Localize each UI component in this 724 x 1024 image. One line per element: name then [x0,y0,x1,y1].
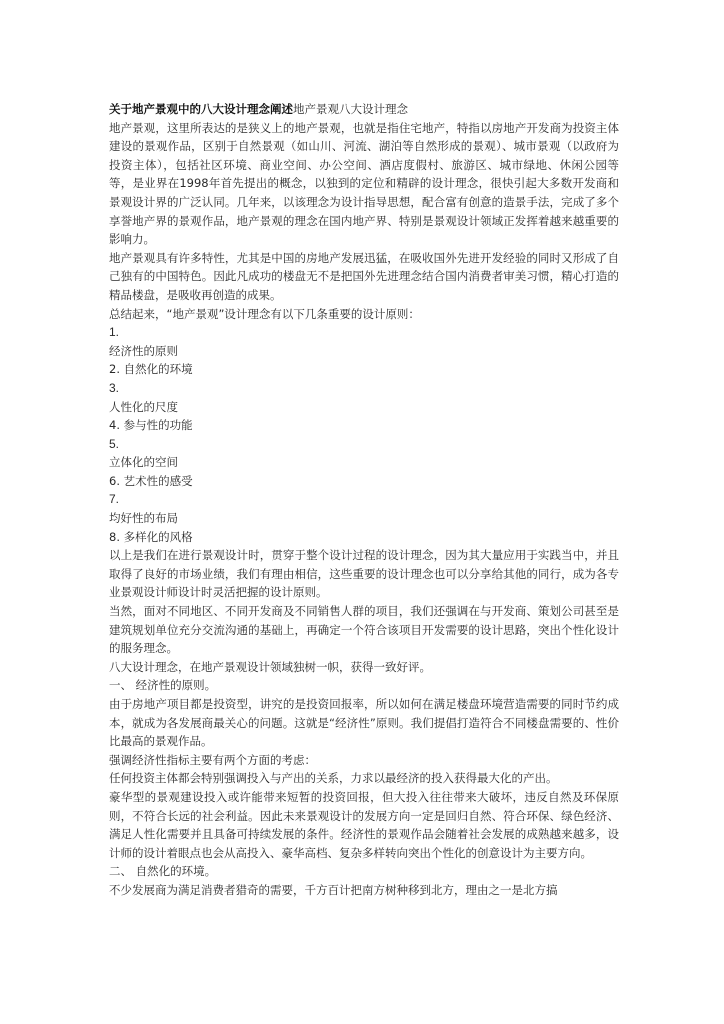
list-item: 4. 参与性的功能 [109,418,193,433]
paragraph-intro: 地产景观，这里所表达的是狭义上的地产景观，也就是指住宅地产，特指以房地产开发商为投资主体建设的景观作品，区别于自然景观（如山川、河流、湖泊等自然形成的景观）、城市景观（以政府为投资主体），包括社区环境、商业空间、办公空间、酒店度假村、旅游区、城市绿地、休闲公园等等，是业界在1998年首先提出的概念，以独到的定位和精辟的设计理念，很快引起大多数开发商和景观设计界的广泛认同。几年来，以该理念为设计指导思想，配合富有创意的造景手法，完成了多个享誉地产界的景观作品，地产景观的理念在国内地产界、特别是景观设计领域正发挥着越来越重要的影响力。 [109,120,619,247]
document-title [109,100,619,119]
paragraph-customization: 当然，面对不同地区、不同开发商及不同销售人群的项目，我们还强调在与开发商、策划公司甚至是建筑规划单位充分交流沟通的基础上，再确定一个符合该项目开发需要的设计思路，突出个性化设计的服务理念。 [109,604,619,656]
list-item-number: 5. [109,436,120,451]
title-bold-text: 关于地产景观中的八大设计理念阐述 [109,102,293,116]
section-heading-nature: 二、 自然化的环境。 [109,864,217,879]
list-item-number: 1. [109,325,120,340]
paragraph-nature: 不少发展商为满足消费者猎奇的需要，千方百计把南方树种移到北方，理由之一是北方搞 [109,882,558,897]
paragraph-characteristics: 地产景观具有许多特性，尤其是中国的房地产发展迅猛，在吸收国外先进开发经验的同时又形成了自己独有的中国特色。因此凡成功的楼盘无不是把国外先进理念结合国内消费者审美习惯，精心打造的精品楼盘，是吸收再创造的成果。 [109,250,619,302]
title-normal-text: 地产景观八大设计理念 [293,102,408,116]
paragraph-economy: 由于房地产项目都是投资型，讲究的是投资回报率，所以如何在满足楼盘环境营造需要的同时节约成本，就成为各发展商最关心的问题。这就是“经济性”原则。我们提倡打造符合不同楼盘需要的、性价比最高的景观作品。 [109,697,619,749]
section-heading-economy: 一、 经济性的原则。 [109,678,217,693]
list-item: 立体化的空间 [109,455,178,470]
list-item: 经济性的原则 [109,343,178,358]
paragraph-praise: 八大设计理念，在地产景观设计领域独树一帜，获得一致好评。 [109,659,431,674]
list-item-number: 7. [109,492,120,507]
paragraph-investment: 任何投资主体都会特别强调投入与产出的关系，力求以最经济的投入获得最大化的产出。 [109,771,558,786]
list-item: 均好性的布局 [109,511,178,526]
list-item: 8. 多样化的风格 [109,529,193,544]
paragraph-economy-aspects: 强调经济性指标主要有两个方面的考虑： [109,752,316,767]
paragraph-practice: 以上是我们在进行景观设计时，贯穿于整个设计过程的设计理念，因为其大量应用于实践当中，并且取得了良好的市场业绩，我们有理由相信，这些重要的设计理念也可以分享给其他的同行，成为各专业景观设计师设计时灵活把握的设计原则。 [109,548,619,600]
list-item: 2. 自然化的环境 [109,362,193,377]
list-item-number: 3. [109,380,120,395]
list-item: 人性化的尺度 [109,399,178,414]
paragraph-summary: 总结起来，“地产景观”设计理念有以下几条重要的设计原则： [109,306,420,321]
document-body [109,100,619,900]
paragraph-luxury: 豪华型的景观建设投入或许能带来短暂的投资回报，但大投入往往带来大破坏，违反自然及环保原则，不符合长远的社会利益。因此未来景观设计的发展方向一定是回归自然、符合环保、绿色经济、满足人性化需要并且具备可持续发展的条件。经济性的景观作品会随着社会发展的成熟越来越多，设计师的设计着眼点也会从高投入、豪华高档、复杂多样转向突出个性化的创意设计为主要方向。 [109,789,619,860]
list-item: 6. 艺术性的感受 [109,473,193,488]
